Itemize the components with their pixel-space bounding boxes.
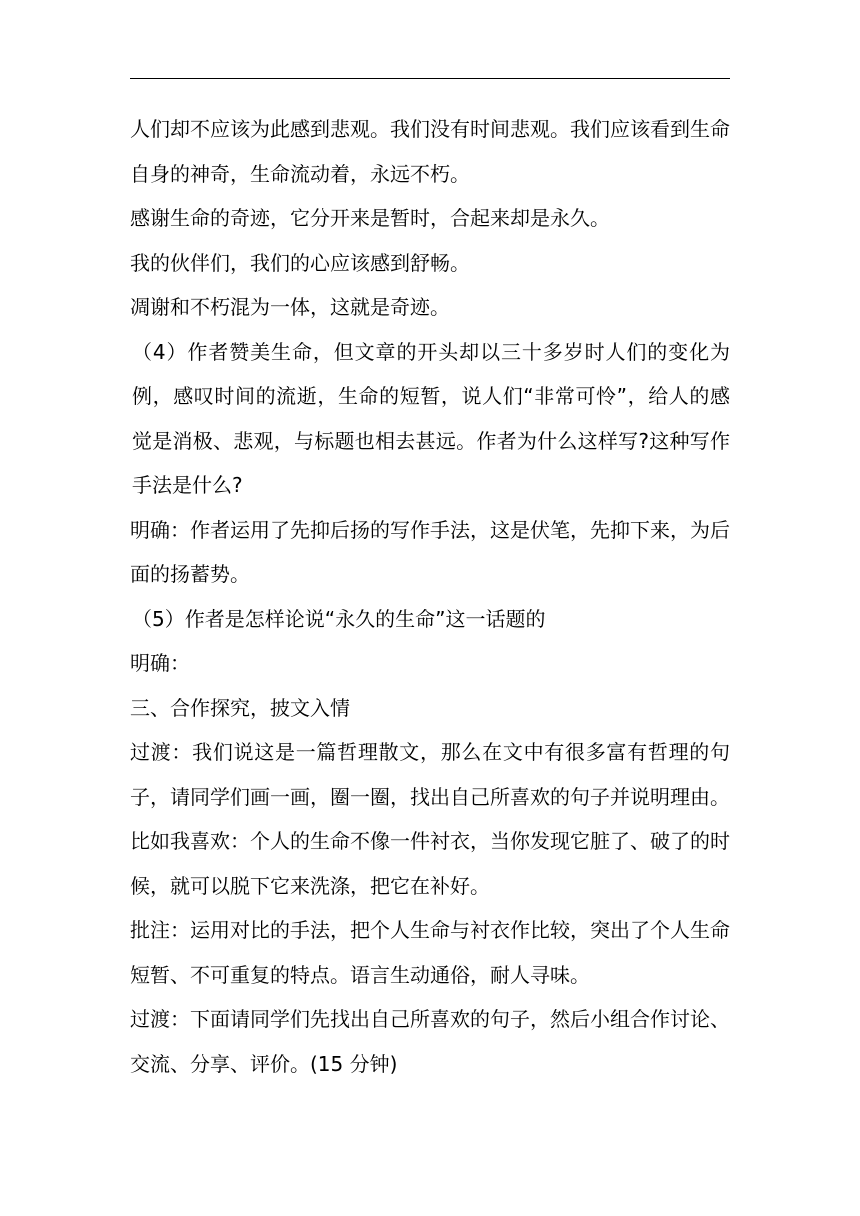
paragraph-miracle: 凋谢和不朽混为一体，这就是奇迹。	[130, 295, 450, 319]
annotation-paragraph: 批注：运用对比的手法，把个人生命与衬衣作比较，突出了个人生命短暂、不可重复的特点。语言生动通俗，耐人寻味。	[130, 918, 730, 987]
paragraph-gratitude: 感谢生命的奇迹，它分开来是暂时，合起来却是永久。	[130, 206, 610, 230]
paragraph-conclusion-hope: 人们却不应该为此感到悲观。我们没有时间悲观。我们应该看到生命自身的神奇，生命流动着，永远不朽。	[130, 117, 730, 186]
answer-5: 明确：	[130, 651, 190, 675]
answer-4: 明确：作者运用了先抑后扬的写作手法，这是伏笔，先抑下来，为后面的扬蓄势。	[130, 517, 730, 586]
section-heading-3: 三、合作探究，披文入情	[130, 695, 350, 720]
transition-paragraph-2: 过渡：下面请同学们先找出自己所喜欢的句子，然后小组合作讨论、交流、分享、评价。(15 分钟)	[130, 1007, 730, 1076]
question-4: （4）作者赞美生命，但文章的开头却以三十多岁时人们的变化为例，感叹时间的流逝，生命的短暂，说人们“非常可怜”，给人的感觉是消极、悲观，与标题也相去甚远。作者为什么这样写?这种写作手法是什么?	[132, 339, 730, 497]
transition-paragraph-1: 过渡：我们说这是一篇哲理散文，那么在文中有很多富有哲理的句子，请同学们画一画，圈一圈，找出自己所喜欢的句子并说明理由。比如我喜欢：个人的生命不像一件衬衣，当你发现它脏了、破了的时候，就可以脱下它来洗涤，把它在补好。	[130, 740, 730, 898]
document-body	[130, 107, 730, 1086]
question-5: （5）作者是怎样论说“永久的生命”这一话题的	[132, 606, 546, 631]
paragraph-companions: 我的伙伴们，我们的心应该感到舒畅。	[130, 250, 470, 275]
header-rule	[130, 78, 730, 79]
